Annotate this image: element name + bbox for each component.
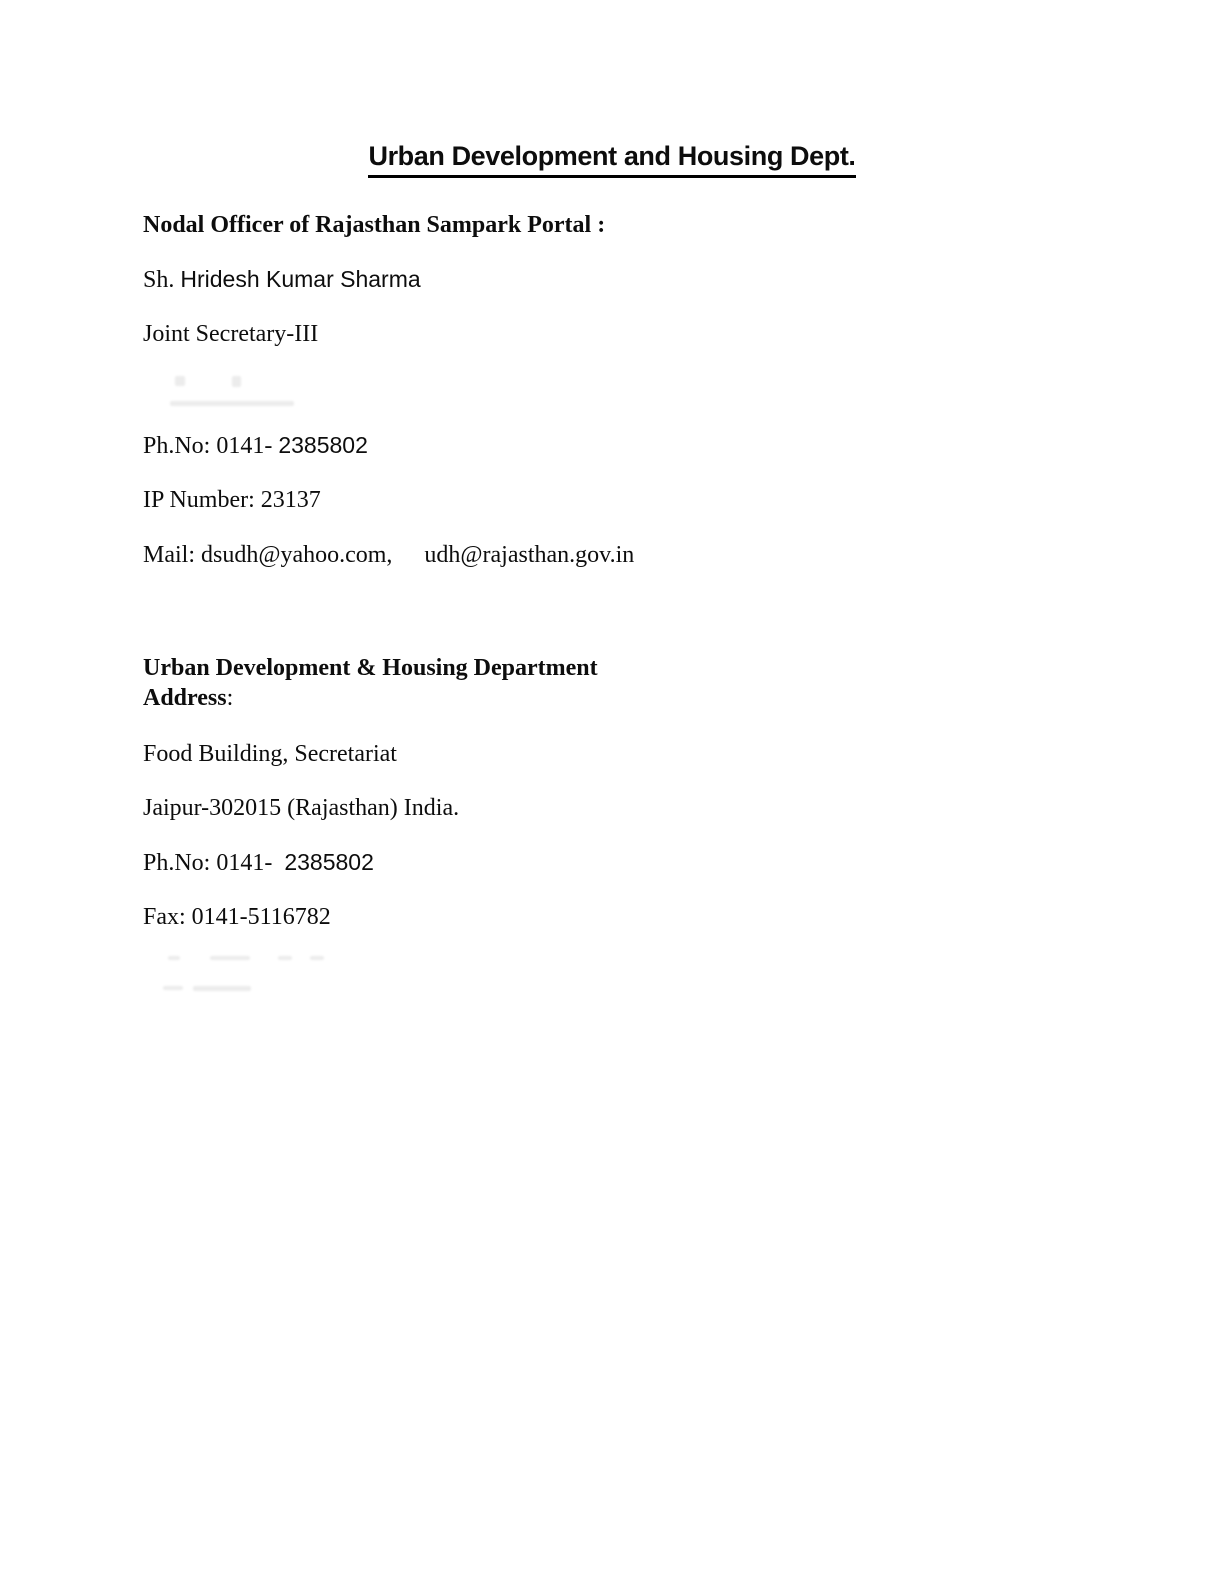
officer-designation: Joint Secretary-III	[143, 321, 319, 347]
department-address-heading-line2: Address	[143, 685, 227, 711]
phone-label: Ph.No: 0141-	[143, 850, 273, 876]
phone-number: 2385802	[278, 432, 368, 458]
erased-text-remnant	[310, 956, 324, 960]
ip-number-line: IP Number: 23137	[143, 487, 321, 513]
erased-text-remnant	[278, 956, 292, 960]
officer-name-prefix: Sh.	[143, 267, 175, 293]
erased-text-remnant	[232, 376, 241, 387]
department-address-heading-colon: :	[226, 685, 234, 711]
department-phone-line	[143, 848, 374, 877]
officer-phone-line	[143, 431, 368, 460]
fax-line: Fax: 0141-5116782	[143, 904, 331, 930]
address-building-line: Food Building, Secretariat	[143, 741, 397, 767]
department-address-heading-line1: Urban Development & Housing Department	[143, 655, 598, 681]
page-title	[0, 141, 1224, 178]
phone-label: Ph.No: 0141-	[143, 433, 273, 459]
address-city-line: Jaipur-302015 (Rajasthan) India.	[143, 795, 460, 821]
officer-name-line	[143, 265, 421, 294]
mail-line	[143, 541, 634, 569]
department-address-heading	[143, 653, 598, 713]
email-primary: dsudh@yahoo.com,	[201, 542, 393, 568]
erased-text-remnant	[175, 376, 185, 386]
erased-text-remnant	[193, 986, 251, 991]
erased-text-remnant	[210, 956, 250, 960]
erased-text-remnant	[168, 956, 180, 960]
erased-text-remnant	[163, 986, 183, 990]
phone-number: 2385802	[284, 849, 374, 875]
nodal-officer-heading: Nodal Officer of Rajasthan Sampark Portal :	[143, 212, 606, 238]
erased-text-remnant	[170, 401, 294, 406]
email-secondary: udh@rajasthan.gov.in	[424, 542, 635, 568]
mail-label: Mail:	[143, 542, 195, 568]
officer-name: Hridesh Kumar Sharma	[180, 266, 421, 292]
page-title-text: Urban Development and Housing Dept.	[368, 141, 855, 178]
